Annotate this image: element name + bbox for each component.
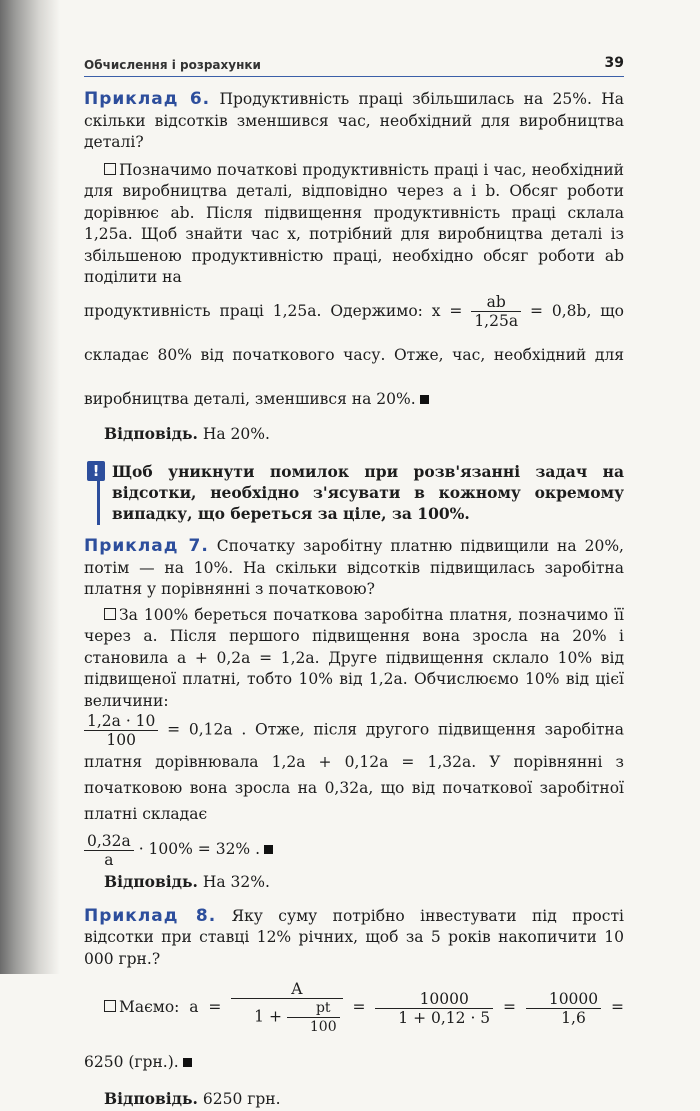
exclamation-icon: ! [87,461,105,481]
note-text: Щоб уникнути помилок при розв'язанні задач на відсотки, необхідно з'ясувати в кожному окремому випадку, що береться за ціле, за 100%. [112,462,624,523]
solution-start-square-icon [104,1000,116,1012]
running-header [84,50,624,77]
example-6-solution: Позначимо початкові продуктивність праці і час, необхідний для виробництва деталі, відповідно через a і b. Обсяг роботи дорівнює ab. Після підвищення продуктивність праці склала 1,25a. Щоб знайти час x, потрібний для виробництва деталі із збільшеною продуктивністю праці, необхідно обсяг роботи ab поділити на [84,160,624,286]
example-7-task: Приклад 7. Спочатку заробітну платню підвищили на 20%, потім — на 10%. На скільки відсотків підвищилась заробітна платня у порівнянні з початковою? [84,536,624,598]
example-6-answer: Відповідь. На 20%. [104,423,270,443]
example-8-solution: Маємо: a = A 1 + $\frac{pt}{100}$ = $\frac{10000}{1 + 0,12 \cdot 5}$ = $\frac{10000}{1,6}$ = 6250 (грн.). [84,980,624,1071]
example-8-label: Приклад 8. [84,905,217,926]
example-6-task: Приклад 6. Продуктивність праці збільшилась на 25%. На скільки відсотків зменшився час, необхідний для виробництва деталі? [84,89,624,151]
fraction-12a-times-10-over-100: $\frac{1,2a \cdot 10}{100}$ [84,712,158,749]
section-title: Обчислення і розрахунки [84,58,261,72]
fraction-10000-over-16: $\frac{10000}{1,6}$ [526,990,601,1027]
textbook-page [84,50,624,1111]
solution-start-square-icon [104,163,116,175]
end-of-proof-icon [183,1058,192,1067]
fraction-10000-over-sum: $\frac{10000}{1 + 0,12 \cdot 5}$ [375,990,493,1027]
fraction-ab-over-125a: $\frac{ab}{1,25a}$ [471,293,521,330]
example-7-solution: За 100% береться початкова заробітна платня, позначимо її через a. Після першого підвищення вона зросла на 20% і становила a + 0,2a = 1,2a. Друге підвищення склало 10% від підвищеної платні, тобто 10% від 1,2a. Обчислюємо 10% від цієї величини: [84,605,624,710]
example-7-label: Приклад 7. [84,536,209,556]
example-8-answer: Відповідь. 6250 грн. [104,1089,281,1108]
end-of-proof-icon [420,395,429,404]
page-gutter-shadow [0,0,60,974]
example-8-task: Приклад 8. Яку суму потрібно інвестувати під прості відсотки при ставці 12% річних, щоб за 5 років накопичити 10 000 грн.? [84,905,624,968]
solution-start-square-icon [104,608,116,620]
attention-note [84,461,624,524]
end-of-proof-icon [264,845,273,854]
example-6-equation: продуктивність праці 1,25a. Одержимо: x = $\frac{ab}{1,25a}$ = 0,8b, що складає 80% від початкового часу. Отже, час, необхідний для виробництва деталі, зменшився на 20%. [84,293,625,408]
example-6-label: Приклад 6. [84,89,211,109]
fraction-032a-over-a: $\frac{0,32a}{a}$ [84,832,134,869]
page-number: 39 [604,55,624,71]
example-7-answer: Відповідь. На 32%. [104,872,270,891]
example-7-result: $\frac{0,32a}{a}$ · 100% = 32% . [84,827,624,871]
fraction-a-over-compound: A 1 + $\frac{pt}{100}$ [231,980,342,1036]
example-7-calculation: $\frac{1,2a \cdot 10}{100}$ = 0,12a . Отже, після другого підвищення заробітна платня дорівнювала 1,2a + 0,12a = 1,32a. У порівнянні з початковою вона зросла на 0,32a, що від початкової заробітної платні складає [84,712,624,823]
